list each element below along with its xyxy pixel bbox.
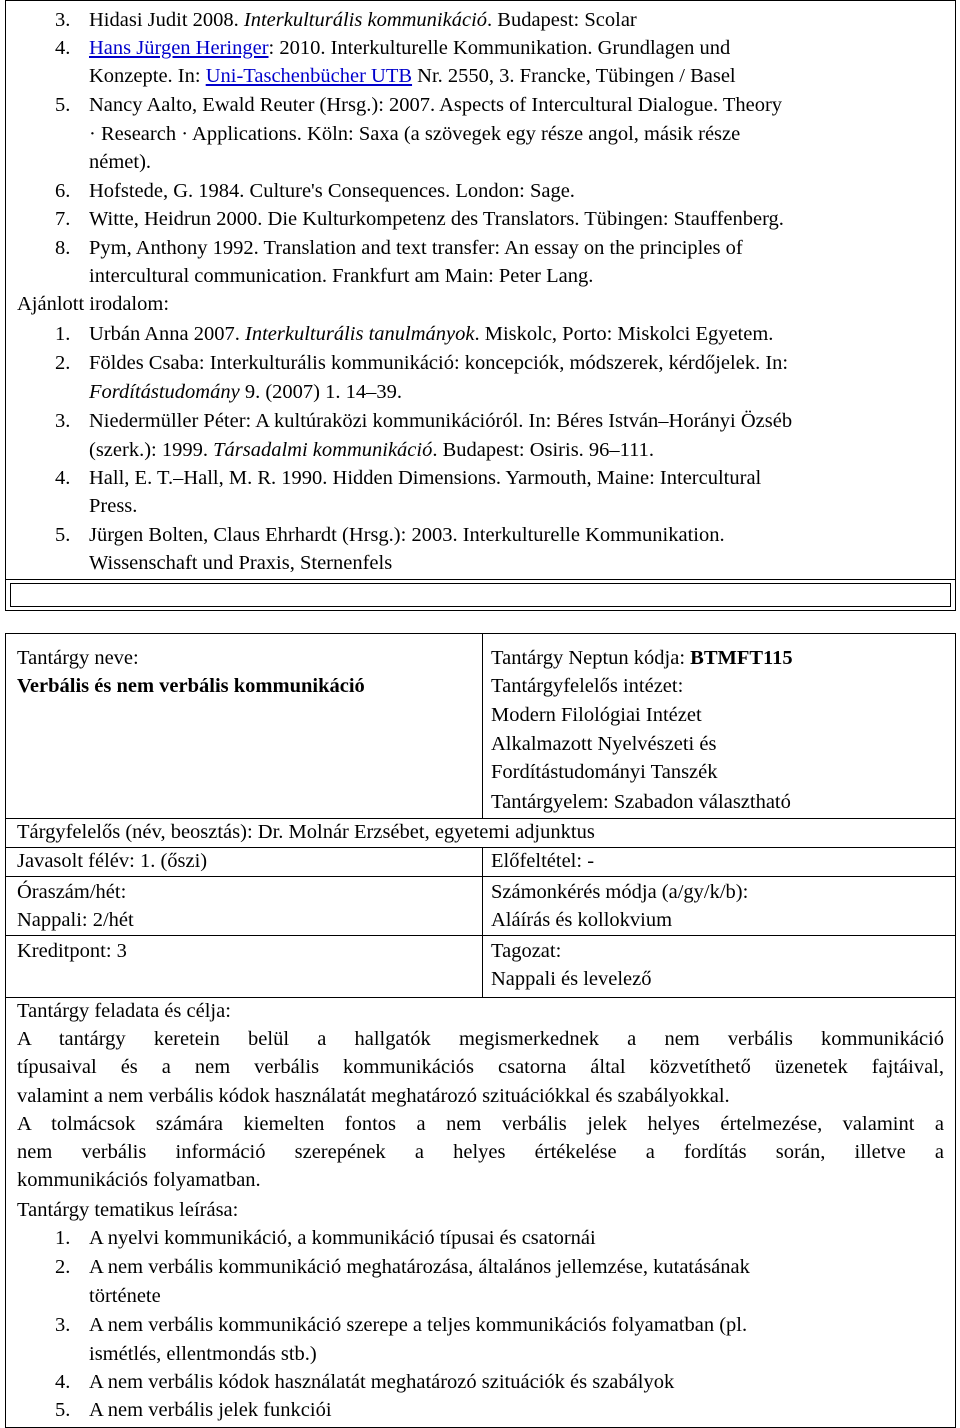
series-link[interactable]: Uni-Taschenbücher UTB bbox=[205, 65, 413, 87]
goal-line: típusaival és a nem verbális kommunikációs csatorna által közvetíthető üzenetek fajtáival, bbox=[17, 1056, 944, 1078]
department-name: Alkalmazott Nyelvészeti és bbox=[491, 733, 717, 755]
ref-item: 6. Hofstede, G. 1984. Culture's Consequences. London: Sage. bbox=[55, 180, 575, 202]
recommended-item-cont: Wissenschaft und Praxis, Sternenfels bbox=[89, 552, 393, 574]
ref-item-cont: intercultural communication. Frankfurt am Main: Peter Lang. bbox=[89, 265, 594, 287]
topic-item-cont: története bbox=[89, 1285, 161, 1307]
institute-label: Tantárgyfelelős intézet: bbox=[491, 675, 684, 697]
author-link[interactable]: Hans Jürgen Heringer bbox=[89, 37, 269, 59]
topic-item: 4. A nem verbális kódok használatát meghatározó szituációk és szabályok bbox=[55, 1371, 675, 1393]
topic-item: 5. A nem verbális jelek funkciói bbox=[55, 1399, 332, 1421]
recommended-item-cont: Fordítástudomány 9. (2007) 1. 14–39. bbox=[89, 381, 402, 403]
topic-item: 3. A nem verbális kommunikáció szerepe a teljes kommunikációs folyamatban (pl. bbox=[55, 1314, 748, 1336]
recommended-item-cont: (szerk.): 1999. Társadalmi kommunikáció. Budapest: Osiris. 96–111. bbox=[89, 439, 655, 461]
topic-item: 1. A nyelvi kommunikáció, a kommunikáció típusai és csatornái bbox=[55, 1227, 596, 1249]
goal-line: A tolmácsok számára kiemelten fontos a nem verbális jelek helyes értelmezése, valamint a bbox=[17, 1113, 944, 1135]
goal-line: nem verbális információ szerepének a helyes értékelése a fordítás során, illetve a bbox=[17, 1141, 944, 1163]
prerequisite: Előfeltétel: - bbox=[491, 850, 595, 872]
column-divider bbox=[482, 634, 483, 818]
row-divider bbox=[6, 876, 955, 877]
ref-item: 3. Hidasi Judit 2008. Interkulturális kommunikáció. Budapest: Scolar bbox=[55, 9, 637, 31]
credit: Kreditpont: 3 bbox=[17, 940, 127, 962]
column-divider bbox=[482, 847, 483, 997]
department-name-cont: Fordítástudományi Tanszék bbox=[491, 761, 718, 783]
hours-label: Óraszám/hét: bbox=[17, 881, 127, 903]
semester: Javasolt félév: 1. (őszi) bbox=[17, 850, 208, 872]
goal-line: valamint a nem verbális kódok használatát meghatározó szituációkkal és szabályokkal. bbox=[17, 1085, 730, 1107]
hours-value: Nappali: 2/hét bbox=[17, 909, 134, 931]
recommended-item: 4. Hall, E. T.–Hall, M. R. 1990. Hidden Dimensions. Yarmouth, Maine: Intercultural bbox=[55, 467, 762, 489]
goal-line: kommunikációs folyamatban. bbox=[17, 1169, 261, 1191]
course-element: Tantárgyelem: Szabadon választható bbox=[491, 791, 791, 813]
ref-item: 8. Pym, Anthony 1992. Translation and text transfer: An essay on the principles of bbox=[55, 237, 743, 259]
neptun-code: Tantárgy Neptun kódja: BTMFT115 bbox=[491, 647, 793, 669]
recommended-item-cont: Press. bbox=[89, 495, 138, 517]
topic-item-cont: ismétlés, ellentmondás stb.) bbox=[89, 1343, 317, 1365]
table-divider bbox=[6, 579, 955, 580]
topic-item: 2. A nem verbális kommunikáció meghatározása, általános jellemzése, kutatásának bbox=[55, 1256, 750, 1278]
course-name-label: Tantárgy neve: bbox=[17, 647, 139, 669]
recommended-item: 1. Urbán Anna 2007. Interkulturális tanulmányok. Miskolc, Porto: Miskolci Egyetem. bbox=[55, 323, 774, 345]
exam-label: Számonkérés módja (a/gy/k/b): bbox=[491, 881, 749, 903]
ref-item-cont: · Research · Applications. Köln: Saxa (a szövegek egy része angol, másik része bbox=[89, 123, 741, 145]
row-divider bbox=[6, 935, 955, 936]
recommended-item: 5. Jürgen Bolten, Claus Ehrhardt (Hrsg.): 2003. Interkulturelle Kommunikation. bbox=[55, 524, 725, 546]
ref-item-cont: német). bbox=[89, 151, 152, 173]
recommended-item: 3. Niedermüller Péter: A kultúraközi kommunikációról. In: Béres István–Horányi Özséb bbox=[55, 410, 793, 432]
empty-cell bbox=[10, 583, 951, 607]
ref-item: 4. Hans Jürgen Heringer: 2010. Interkulturelle Kommunikation. Grundlagen und bbox=[55, 37, 731, 59]
ref-item: 7. Witte, Heidrun 2000. Die Kulturkompetenz des Translators. Tübingen: Stauffenberg. bbox=[55, 208, 784, 230]
goal-label: Tantárgy feladata és célja: bbox=[17, 1000, 231, 1022]
mode-label: Tagozat: bbox=[491, 940, 562, 962]
exam-value: Aláírás és kollokvium bbox=[491, 909, 673, 931]
topics-label: Tantárgy tematikus leírása: bbox=[17, 1199, 239, 1221]
ref-item: 5. Nancy Aalto, Ewald Reuter (Hrsg.): 2007. Aspects of Intercultural Dialogue. Theory bbox=[55, 94, 783, 116]
recommended-heading: Ajánlott irodalom: bbox=[17, 293, 170, 315]
ref-item-cont: Konzepte. In: Uni-Taschenbücher UTB Nr. 2550, 3. Francke, Tübingen / Basel bbox=[89, 65, 736, 87]
course-responsible: Tárgyfelelős (név, beosztás): Dr. Molnár Erzsébet, egyetemi adjunktus bbox=[17, 821, 595, 843]
goal-line: A tantárgy keretein belül a hallgatók megismerkednek a nem verbális kommunikáció bbox=[17, 1028, 944, 1050]
mode-value: Nappali és levelező bbox=[491, 968, 652, 990]
course-name: Verbális és nem verbális kommunikáció bbox=[17, 675, 365, 697]
institute-name: Modern Filológiai Intézet bbox=[491, 704, 702, 726]
recommended-item: 2. Földes Csaba: Interkulturális kommunikáció: koncepciók, módszerek, kérdőjelek. In: bbox=[55, 352, 789, 374]
